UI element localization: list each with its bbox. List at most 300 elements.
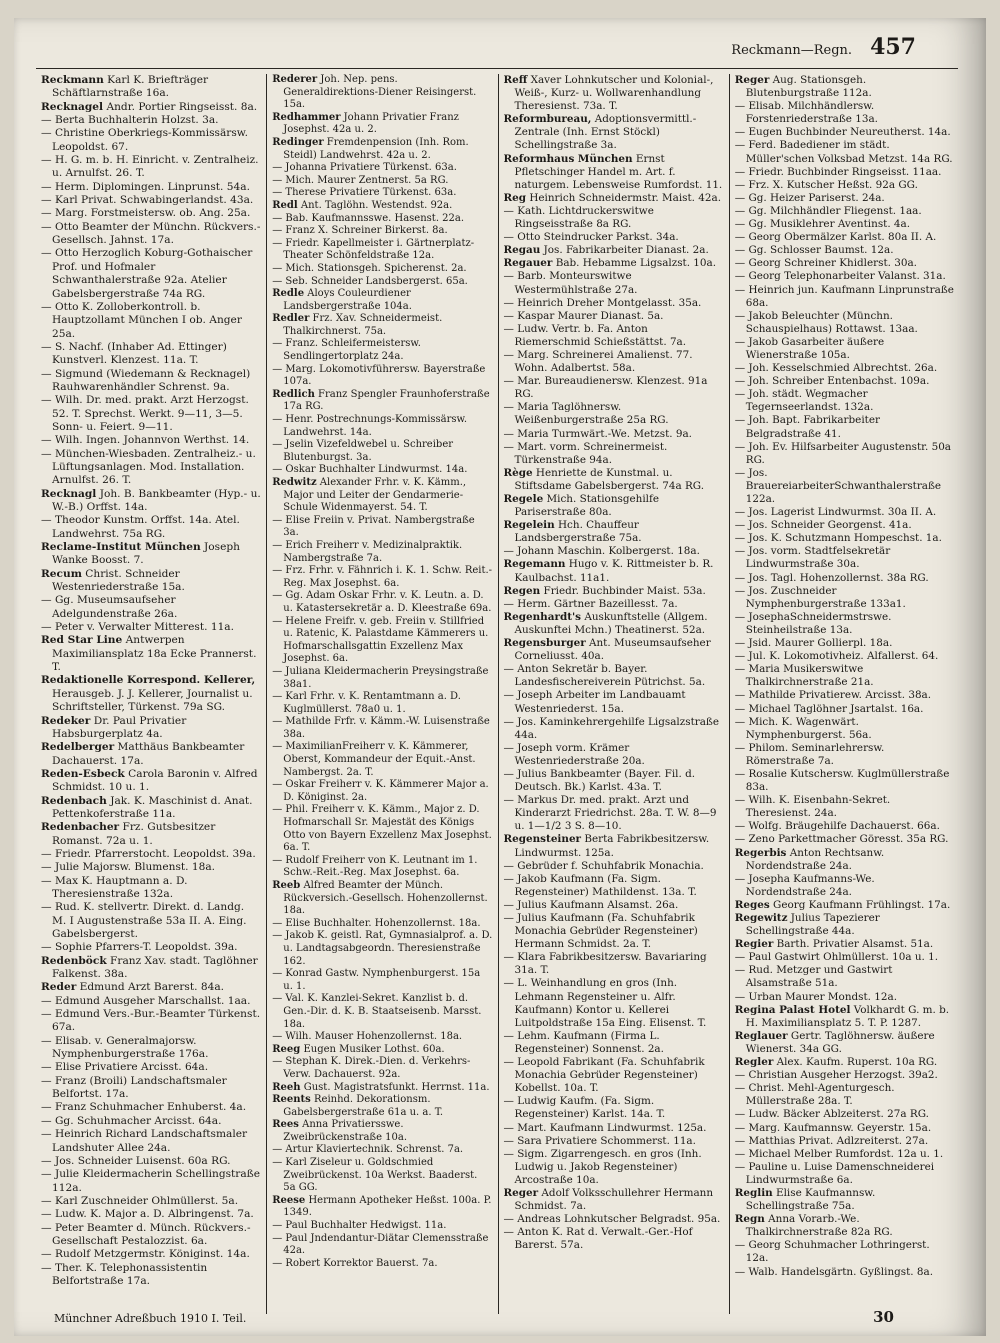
entry-text: — Julie Kleidermacherin Schellingstraße 112a. (41, 1168, 261, 1194)
directory-entry (735, 1239, 955, 1265)
entry-text: — Jos. Schneider Luisenst. 60a RG. (41, 1154, 231, 1167)
directory-entry (272, 1258, 492, 1271)
entry-name: Redwitz (272, 477, 317, 488)
entry-text: — Philom. Seminarlehrersw. Römerstraße 7a. (734, 741, 885, 767)
directory-entry (735, 991, 955, 1004)
directory-entry (504, 441, 724, 467)
column-2 (266, 74, 497, 1314)
entry-text: — Val. K. Kanzlei-Sekret. Kanzlist b. d. Gen.-Dir. d. K. B. Staatseisenb. Marsst. 18a. (272, 993, 482, 1030)
entry-text: — Joh. Bapt. Fabrikarbeiter Belgradstraße 41. (734, 414, 880, 440)
entry-text: Alfred Beamter der Münch. Rückversich.-Gesellsch. Hohenzollernst. 18a. (283, 880, 488, 917)
entry-text: — Leopold Fabrikant (Fa. Schuhfabrik Monachia Gebrüder Regensteiner) Kobellst. 10a. T. (503, 1056, 705, 1095)
entry-text: — Rosalie Kutschersw. Kuglmüllerstraße 83a. (734, 767, 950, 794)
entry-text: — Urban Maurer Mondst. 12a. (734, 990, 897, 1003)
directory-entry (735, 244, 955, 257)
directory-entry (735, 820, 955, 833)
entry-text: — Ludw. K. Major a. D. Albringenst. 7a. (41, 1208, 254, 1221)
entry-text: Reinhd. Dekorationsm. Gabelsbergerstraße 61a u. a. T. (283, 1094, 444, 1118)
entry-text: — Mart. vorm. Schreinermeist. Türkenstraße 94a. (503, 440, 668, 466)
directory-entry (41, 1222, 261, 1249)
entry-text: — Rud. K. stellvertr. Direkt. d. Landg. M. I Augustenstraße 53a II. A. Eing. Gabelsbergerst. (41, 901, 247, 940)
directory-entry (735, 1069, 955, 1082)
entry-name: Reclame-Institut München (41, 541, 201, 554)
entry-text: Mich. Stationsgehilfe Pariserstraße 80a. (514, 493, 659, 519)
directory-entry (41, 941, 261, 954)
entry-text: — Josepha Kaufmanns-We. Nordendstraße 24a. (734, 872, 875, 898)
entry-text: — Gg. Schuhmacher Arcisst. 64a. (41, 1114, 222, 1127)
directory-entry (272, 225, 492, 238)
directory-entry (504, 113, 724, 152)
entry-text: — Mich. Maurer Zentnerst. 5a RG. (272, 174, 449, 186)
directory-entry (735, 139, 955, 165)
directory-entry (272, 276, 492, 289)
directory-entry (41, 114, 261, 127)
entry-text: — Heinrich Richard Landschaftsmaler Landshuter Allee 24a. (41, 1128, 248, 1154)
directory-entry (272, 200, 492, 213)
column-4 (729, 74, 960, 1314)
directory-entry (41, 434, 261, 447)
entry-text: — JosephaSchneidermstrswe. Steinheilstraße 13a. (734, 610, 892, 636)
entry-text: — Elise Buchhalter. Hohenzollernst. 18a. (272, 917, 481, 929)
entry-text: — Christian Ausgeher Herzogst. 39a2. (734, 1069, 938, 1082)
directory-entry (272, 263, 492, 276)
directory-entry (504, 611, 724, 637)
entry-text: Andr. Portier Ringseisst. 8a. (103, 100, 258, 113)
entry-text: — Gg. Museumsaufseher Adelgundenstraße 26a. (41, 594, 178, 620)
entry-name: Regn (734, 1213, 765, 1226)
directory-entry (272, 477, 492, 515)
entry-text: Heinrich Schneidermstr. Maist. 42a. (526, 191, 721, 204)
entry-text: Antwerpen Maximiliansplatz 18a Ecke Prannerst. T. (52, 634, 257, 674)
directory-entry (41, 1128, 261, 1155)
directory-entry (41, 541, 261, 568)
entry-name: Reger (734, 74, 770, 86)
entry-name: Redenböck (41, 954, 107, 967)
directory-entry (504, 833, 724, 859)
directory-entry (735, 650, 955, 663)
entry-name: Redler (272, 313, 310, 325)
entry-text: Anna Vorarb.-We. Thalkirchnerstraße 82a RG. (745, 1213, 893, 1239)
directory-entry (735, 270, 955, 283)
entry-text: — Heinrich jun. Kaufmann Linprunstraße 68a. (734, 283, 954, 309)
entry-text: — Karl Ziseleur u. Goldschmied Zweibrückenst. 10a Werkst. Baaderst. 5a GG. (272, 1157, 478, 1194)
entry-text: — Elisab. Milchhändlersw. Forstenriederstraße 13a. (734, 100, 878, 126)
entry-name: Regau (503, 244, 541, 257)
directory-entry (735, 257, 955, 270)
directory-entry (41, 368, 261, 395)
entry-name: Redeker (41, 714, 91, 727)
entry-text: — Otto Herzoglich Koburg-Gothaischer Prof. und Hofmaler Schwanthalerstraße 92a. Atelier Gabelsbergerstraße 74a RG. (41, 247, 253, 300)
entry-name: Regen (503, 584, 541, 597)
entry-text: Herausgeb. J. J. Kellerer, Journalist u. Schriftsteller, Türkenst. 79a SG. (52, 687, 253, 714)
entry-text: — Jakob K. geistl. Rat, Gymnasialprof. a. D. u. Landtagsabgeordn. Theresienstraße 162. (272, 930, 493, 967)
directory-entry (504, 153, 724, 192)
directory-entry (735, 441, 955, 467)
entry-text: — Robert Korrektor Bauerst. 7a. (272, 1257, 438, 1269)
entry-name: Regauer (503, 257, 553, 270)
directory-entry (504, 297, 724, 310)
directory-entry (735, 1135, 955, 1148)
entry-text: — Peter Beamter d. Münch. Rückvers.-Gesellschaft Pestalozzist. 6a. (41, 1221, 251, 1247)
directory-entry (504, 428, 724, 441)
entry-text: — Paul Gastwirt Ohlmüllerst. 10a u. 1. (734, 951, 939, 964)
directory-entry (41, 74, 261, 101)
directory-entry (272, 1044, 492, 1057)
entry-text: Fremdenpension (Inh. Rom. Steidl) Landwehrst. 42a u. 2. (283, 136, 469, 161)
entry-text: Christ. Schneider Westenriederstraße 15a. (52, 567, 185, 594)
entry-text: — Edmund Vers.-Bur.-Beamter Türkenst. 67a. (41, 1008, 261, 1034)
directory-entry (272, 364, 492, 389)
header-range: Reckmann—Regn. (731, 43, 853, 58)
entry-name: Rège (503, 466, 533, 479)
directory-entry (272, 1233, 492, 1258)
entry-text: Frz. Gutsbesitzer Romanst. 72a u. 1. (52, 821, 216, 847)
directory-entry (41, 247, 261, 300)
entry-text: — Otto K. Zolloberkontroll. b. Hauptzollamt München I ob. Anger 25a. (41, 300, 242, 340)
directory-entry (41, 194, 261, 207)
entry-text: Ant. Museumsaufseher Corneliusst. 40a. (514, 637, 711, 663)
directory-entry (504, 716, 724, 742)
entry-text: — Franz (Broili) Landschaftsmaler Belfortst. 17a. (41, 1074, 227, 1101)
entry-text: — Joseph vorm. Krämer Westenriederstraße 20a. (503, 741, 645, 767)
entry-text: — S. Nachf. (Inhaber Ad. Ettinger) Kunstverl. Klenzest. 11a. T. (41, 340, 227, 367)
directory-entry (735, 794, 955, 820)
entry-name: Reger (503, 1186, 539, 1199)
entry-text: Frz. Xav. Schneidermeist. Thalkirchnerst. 75a. (283, 313, 443, 337)
directory-entry (41, 594, 261, 621)
directory-entry (504, 663, 724, 689)
entry-text: — Wolfg. Bräugehilfe Dachauerst. 66a. (734, 820, 940, 833)
directory-entry (272, 175, 492, 188)
directory-entry (41, 514, 261, 541)
directory-entry (272, 1031, 492, 1044)
directory-entry (272, 540, 492, 565)
directory-entry (504, 1135, 724, 1148)
entry-name: Redenbach (41, 794, 107, 807)
directory-entry (735, 375, 955, 388)
directory-entry (504, 912, 724, 951)
entry-text: — Sara Privatiere Schommerst. 11a. (503, 1134, 696, 1147)
entry-text: — Paul Jndendantur-Diätar Clemensstraße 42a. (272, 1232, 489, 1257)
directory-entry (272, 1119, 492, 1144)
entry-text: — Jakob Kaufmann (Fa. Sigm. Regensteiner) Mathildenst. 13a. T. (503, 872, 697, 898)
entry-text: — Julius Bankbeamter (Bayer. Fil. d. Deutsch. Bk.) Karlst. 43a. T. (503, 767, 696, 794)
directory-entry (272, 1094, 492, 1119)
entry-text: — Jul. K. Lokomotivheiz. Alfallerst. 64. (734, 650, 939, 663)
entry-text: — Jos. Kaminkehrergehilfe Ligsalzstraße 44a. (503, 715, 719, 741)
entry-text: Ant. Taglöhn. Westendst. 92a. (297, 199, 453, 211)
entry-name: Redelberger (41, 741, 115, 754)
entry-text: — Peter v. Verwalter Mitterest. 11a. (41, 621, 234, 634)
directory-entry (504, 768, 724, 794)
directory-entry (735, 637, 955, 650)
directory-entry (272, 515, 492, 540)
entry-text: — Lehm. Kaufmann (Firma L. Regensteiner) Sonnenst. 2a. (503, 1029, 664, 1055)
entry-text: Gertr. Taglöhnersw. äußere Wienerst. 34a GG. (745, 1029, 935, 1055)
directory-entry (272, 930, 492, 968)
directory-entry (504, 794, 724, 833)
entry-name: Reformbureau, (503, 113, 592, 126)
entry-text: — Barb. Monteurswitwe Westermühlstraße 27a. (503, 270, 638, 296)
entry-name: Reckmann (41, 74, 104, 86)
entry-text: — Franz Schuhmacher Enhuberst. 4a. (41, 1101, 247, 1114)
entry-text: Jos. Fabrikarbeiter Dianast. 2a. (540, 244, 709, 257)
directory-entry (272, 112, 492, 137)
entry-text: — Georg Telephonarbeiter Valanst. 31a. (734, 270, 946, 283)
directory-entry (272, 666, 492, 691)
entry-text: — München-Wiesbaden. Zentralheiz.- u. Lüftungsanlagen. Mod. Installation. Arnulfst. 26. T. (41, 447, 256, 487)
directory-entry (41, 821, 261, 848)
entry-text: — Karl Frhr. v. K. Rentamtmann a. D. Kuglmüllerst. 78a0 u. 1. (272, 691, 461, 715)
entry-text: — Oskar Buchhalter Lindwurmst. 14a. (272, 464, 468, 476)
directory-entry (504, 467, 724, 493)
entry-text: Anton Rechtsanw. Nordendstraße 24a. (745, 846, 885, 872)
directory-entry (41, 1061, 261, 1074)
directory-entry (41, 674, 261, 714)
entry-text: — Rud. Metzger und Gastwirt Alsamstraße 51a. (734, 964, 893, 990)
entry-text: Karl K. Briefträger Schäftlarnstraße 16a. (52, 74, 209, 100)
entry-text: — Ludw. Bäcker Ablzeiterst. 27a RG. (734, 1108, 929, 1121)
entry-text: — Herm. Diplomingen. Linprunst. 54a. (41, 180, 250, 193)
entry-text: — Gg. Musiklehrer Aventinst. 4a. (734, 218, 911, 231)
directory-entry (41, 955, 261, 982)
entry-text: — Juliana Kleidermacherin Preysingstraße 38a1. (272, 665, 489, 690)
directory-entry (41, 1101, 261, 1114)
directory-entry (272, 464, 492, 477)
directory-entry (504, 205, 724, 231)
directory-entry (735, 703, 955, 716)
directory-entry (272, 880, 492, 918)
entry-text: — Julie Majorsw. Blumenst. 18a. (41, 861, 216, 874)
directory-entry (735, 1213, 955, 1239)
entry-text: — Marg. Kaufmannsw. Geyerstr. 15a. (734, 1121, 932, 1134)
entry-text: — Jos. Lagerist Lindwurmst. 30a II. A. (734, 506, 937, 519)
header-rule (36, 68, 958, 69)
entry-text: — Kath. Lichtdruckerswitwe Ringseisstraße 8a RG. (503, 204, 654, 231)
entry-name: Rees (272, 1119, 299, 1131)
entry-text: — Markus Dr. med. prakt. Arzt und Kinderarzt Friedrichst. 28a. T. W. 8—9 u. 1—1/2 3 S. 8—10. (503, 794, 717, 833)
entry-text: Barth. Privatier Alsamst. 51a. (773, 938, 934, 951)
directory-entry (41, 1035, 261, 1062)
directory-entry (504, 585, 724, 598)
entry-text: Franz Spengler Fraunhoferstraße 17a RG. (283, 388, 490, 413)
entry-text: — Friedr. Buchbinder Ringseisst. 11aa. (734, 165, 942, 178)
directory-entry (504, 899, 724, 912)
directory-entry (504, 742, 724, 768)
entry-name: Redinger (272, 136, 324, 148)
directory-entry (735, 205, 955, 218)
entry-text: — Ferd. Badediener im städt. Müller'schen Volksbad Metzst. 14a RG. (734, 139, 953, 165)
entry-text: Aug. Stationsgeh. Blutenburgstraße 112a. (745, 74, 872, 100)
directory-entry (504, 74, 724, 113)
directory-entry (41, 181, 261, 194)
directory-entry (735, 585, 955, 611)
entry-text: — Marg. Forstmeistersw. ob. Ang. 25a. (41, 207, 251, 220)
entry-text: — Marg. Schreinerei Amalienst. 77. Wohn. Adalbertst. 58a. (503, 348, 693, 375)
entry-text: Alex. Kaufm. Ruperst. 10a RG. (773, 1056, 938, 1069)
entry-text: — Mathilde Frfr. v. Kämm.-W. Luisenstraße 38a. (272, 716, 490, 740)
directory-entry (41, 1115, 261, 1128)
entry-text: Volkhardt G. m. b. H. Maximiliansplatz 5. T. P. 1287. (745, 1003, 950, 1029)
directory-entry (41, 101, 261, 114)
directory-entry (272, 590, 492, 615)
entry-text: Joh. Nep. pens. Generaldirektions-Diener Reisingerst. 15a. (283, 74, 477, 111)
directory-entry (504, 545, 724, 558)
entry-text: — Theodor Kunstm. Orffst. 14a. Atel. Landwehrst. 75a RG. (41, 514, 240, 540)
entry-text: Elise Kaufmannsw. Schellingstraße 75a. (745, 1186, 876, 1213)
entry-text: Joseph Wanke Boosst. 7. (52, 541, 240, 567)
directory-entry (41, 568, 261, 595)
directory-entry (41, 634, 261, 674)
directory-entry (504, 1148, 724, 1187)
directory-entry (735, 689, 955, 702)
directory-page (14, 18, 986, 1336)
directory-entry (41, 848, 261, 861)
directory-entry (504, 270, 724, 296)
entry-text: Jak. K. Maschinist d. Anat. Pettenkoferstraße 11a. (52, 794, 253, 820)
directory-entry (41, 795, 261, 822)
entry-text: — Mart. Kaufmann Lindwurmst. 125a. (503, 1121, 707, 1134)
entry-text: — Gg. Adam Oskar Frhr. v. K. Leutn. a. D. u. Katastersekretär a. D. Kleestraße 69a. (272, 590, 492, 614)
entry-text: Johann Privatier Franz Josephst. 42a u. 2. (283, 111, 459, 136)
entry-name: Regier (734, 938, 774, 951)
entry-text: — Anton K. Rat d. Verwalt.-Ger.-Hof Barerst. 57a. (503, 1226, 693, 1252)
directory-entry (504, 257, 724, 270)
entry-text: — Berta Buchhalterin Holzst. 3a. (41, 114, 219, 127)
entry-text: — Gg. Schlosser Baumst. 12a. (734, 244, 894, 257)
entry-text: — Heinrich Dreher Montgelasst. 35a. (503, 296, 702, 309)
entry-text: — Paul Buchhalter Hedwigst. 11a. (272, 1220, 447, 1232)
directory-entry (272, 288, 492, 313)
directory-entry (272, 338, 492, 363)
directory-entry (272, 993, 492, 1031)
entry-text: Joh. B. Bankbeamter (Hyp.- u. W.-B.) Orffst. 14a. (52, 487, 261, 513)
directory-entry (272, 313, 492, 338)
entry-name: Reglauer (734, 1029, 788, 1042)
directory-entry (504, 401, 724, 427)
entry-name: Reglin (734, 1186, 773, 1199)
directory-entry (735, 388, 955, 414)
entry-text: — Mar. Bureaudienersw. Klenzest. 91a RG. (503, 375, 708, 401)
entry-text: — Stephan K. Direk.-Dien. d. Verkehrs-Verw. Dachauerst. 92a. (272, 1056, 471, 1080)
entry-text: — Joh. Schreiber Entenbachst. 109a. (734, 375, 930, 388)
entry-text: Dr. Paul Privatier Habsburgerplatz 4a. (52, 714, 187, 740)
entry-text: — Jakob Beleuchter (Münchn. Schauspielhaus) Rottawst. 13aa. (734, 309, 918, 335)
entry-text: — Konrad Gastw. Nymphenburgerst. 15a u. 1. (272, 968, 481, 992)
entry-text: — Wilh. Mauser Hohenzollernst. 18a. (272, 1031, 463, 1043)
directory-entry (504, 244, 724, 257)
entry-text: — Johanna Privatiere Türkenst. 63a. (272, 162, 457, 174)
entry-name: Redle (272, 288, 305, 300)
directory-entry (41, 875, 261, 902)
directory-entry (41, 768, 261, 795)
directory-entry (735, 336, 955, 362)
entry-text: — Franz X. Schreiner Birkerst. 8a. (272, 225, 448, 237)
entry-text: — Friedr. Pfarrerstocht. Leopoldst. 39a. (41, 847, 256, 860)
entry-text: Aloys Couleurdiener Landsbergerstraße 104a. (283, 288, 412, 312)
entry-text: — Michael Taglöhner Jsartalst. 16a. (734, 702, 924, 715)
entry-name: Reeg (272, 1043, 301, 1055)
entry-text: — Jos. vorm. Stadtfelsekretär Lindwurmstraße 30a. (734, 545, 891, 571)
entry-text: Carola Baronin v. Alfred Schmidst. 10 u. 1. (52, 767, 258, 794)
directory-entry (735, 362, 955, 375)
entry-text: Ernst Pfletschinger Handel m. Art. f. naturgem. Lebensweise Rumfordst. 11. (514, 152, 723, 191)
directory-entry (504, 598, 724, 611)
entry-text: — Gg. Milchhändler Fliegenst. 1aa. (734, 204, 922, 217)
entry-text: — Kaspar Maurer Dianast. 5a. (503, 309, 664, 322)
entry-text: — Anton Sekretär b. Bayer. Landesfischereiverein Pütrichst. 5a. (503, 663, 706, 689)
page-footer (54, 1308, 946, 1326)
entry-text: Adoptionsvermittl.-Zentrale (Inh. Ernst Stöckl) Schellingstraße 3a. (514, 113, 697, 152)
entry-text: — Christine Oberkriegs-Kommissärsw. Leopoldst. 67. (41, 127, 248, 153)
directory-entry (41, 448, 261, 488)
entry-text: Eugen Musiker Lothst. 60a. (300, 1043, 445, 1055)
directory-entry (504, 192, 724, 205)
entry-name: Redlich (272, 388, 315, 400)
entry-name: Regewitz (734, 912, 788, 924)
directory-entry (41, 488, 261, 515)
entry-name: Regele (503, 493, 544, 505)
entry-text: Franz Xav. stadt. Taglöhner Falkenst. 38a. (52, 954, 258, 981)
entry-name: Regemann (503, 558, 566, 571)
directory-entry (735, 126, 955, 139)
directory-entry (735, 742, 955, 768)
directory-entry (41, 341, 261, 368)
entry-name: Regelein (503, 519, 555, 532)
entry-text: Hugo v. K. Rittmeister b. R. Kaulbachst. 11a1. (514, 558, 714, 584)
entry-text: — Gebrüder f. Schuhfabrik Monachia. (503, 859, 704, 872)
directory-entry (735, 1030, 955, 1056)
directory-entry (735, 1266, 955, 1279)
directory-entry (504, 519, 724, 545)
directory-entry (504, 951, 724, 977)
directory-entry (735, 572, 955, 585)
entry-text: Anna Privatiersswe. Zweibrückenstraße 10a. (283, 1119, 408, 1143)
entry-name: Regensburger (503, 637, 586, 650)
directory-entry (504, 1122, 724, 1135)
entry-name: Redenbacher (41, 821, 120, 834)
entry-text: — Jsid. Maurer Gollierpl. 18a. (734, 637, 893, 650)
directory-entry (735, 532, 955, 545)
entry-text: — MaximilianFreiherr v. K. Kämmerer, Oberst, Kommandeur der Equit.-Anst. Nambergst. 2a. T. (272, 741, 476, 778)
directory-entry (41, 901, 261, 941)
entry-text: — Friedr. Kapellmeister i. Gärtnerplatz-Theater Schönfeldstraße 12a. (272, 237, 475, 262)
directory-entry (41, 394, 261, 434)
entry-name: Regerbis (734, 846, 787, 859)
directory-entry (41, 621, 261, 634)
directory-entry (41, 1155, 261, 1168)
entry-text: — Frz. Frhr. v. Fähnrich i. K. 1. Schw. Reit.-Reg. Max Josephst. 6a. (272, 565, 493, 589)
directory-entry (272, 779, 492, 804)
directory-entry (41, 861, 261, 874)
directory-entry (41, 301, 261, 341)
directory-entry (735, 100, 955, 126)
entry-text: — Jos. Schneider Georgenst. 41a. (734, 519, 912, 532)
directory-entry (735, 938, 955, 951)
directory-entry (735, 414, 955, 440)
entry-text: — Bab. Kaufmannsswe. Hasenst. 22a. (272, 212, 465, 224)
directory-entry (504, 1056, 724, 1095)
entry-text: Hch. Chauffeur Landsbergerstraße 75a. (514, 519, 642, 545)
directory-entry (272, 187, 492, 200)
entry-text: — Jakob Gasarbeiter äußere Wienerstraße 105a. (734, 335, 885, 361)
directory-entry (735, 519, 955, 532)
entry-text: — Max K. Hauptmann a. D. Theresienstraße 132a. (41, 874, 188, 900)
entry-text: — Joseph Arbeiter im Landbauamt Westenriederst. 15a. (503, 689, 686, 715)
directory-entry (272, 389, 492, 414)
directory-entry (504, 375, 724, 401)
entry-name: Reden-Esbeck (41, 767, 125, 780)
